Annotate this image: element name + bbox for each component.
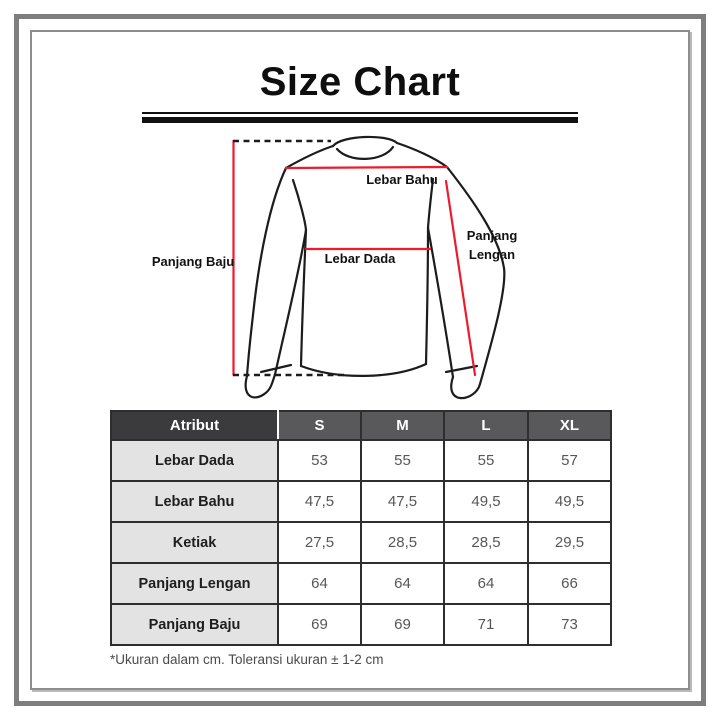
- cell-value: 49,5: [444, 481, 528, 522]
- cell-value: 27,5: [278, 522, 361, 563]
- lebar-bahu-line: [286, 167, 447, 168]
- header-size-l: L: [444, 411, 528, 440]
- row-label: Ketiak: [111, 522, 278, 563]
- page-title: Size Chart: [259, 60, 461, 104]
- table-row-lebar-bahu: [111, 481, 611, 522]
- left-cuff: [246, 370, 276, 397]
- row-label: Lebar Dada: [111, 440, 278, 481]
- row-label: Panjang Lengan: [111, 563, 278, 604]
- size-table: [110, 410, 612, 646]
- cell-value: 28,5: [444, 522, 528, 563]
- right-cuff: [451, 377, 480, 398]
- title-divider-thick-line: [142, 117, 578, 123]
- header-size-m: M: [361, 411, 444, 440]
- cell-value: 64: [444, 563, 528, 604]
- header-size-s: S: [278, 411, 361, 440]
- cell-value: 71: [444, 604, 528, 645]
- cell-value: 64: [361, 563, 444, 604]
- cell-value: 64: [278, 563, 361, 604]
- table-row-panjang-baju: [111, 604, 611, 645]
- shirt-diagram: [160, 126, 550, 416]
- table-header-row: [111, 411, 611, 440]
- cell-value: 29,5: [528, 522, 611, 563]
- cell-value: 47,5: [361, 481, 444, 522]
- label-lebar-dada: Lebar Dada: [324, 251, 396, 266]
- cell-value: 69: [278, 604, 361, 645]
- cell-value: 66: [528, 563, 611, 604]
- left-armpit-seam: [293, 180, 306, 230]
- cell-value: 55: [444, 440, 528, 481]
- cell-value: 55: [361, 440, 444, 481]
- title-divider: [142, 112, 578, 123]
- row-label: Panjang Baju: [111, 604, 278, 645]
- row-label: Lebar Bahu: [111, 481, 278, 522]
- cell-value: 53: [278, 440, 361, 481]
- label-lebar-bahu: Lebar Bahu: [366, 172, 438, 187]
- header-size-xl: XL: [528, 411, 611, 440]
- cell-value: 49,5: [528, 481, 611, 522]
- label-panjang-baju: Panjang Baju: [151, 254, 235, 269]
- collar-inner-curve: [337, 147, 393, 159]
- cell-value: 57: [528, 440, 611, 481]
- panjang-lengan-line: [446, 181, 475, 375]
- table-row-lebar-dada: [111, 440, 611, 481]
- footnote-tolerance-note: *Ukuran dalam cm. Toleransi ukuran ± 1-2 cm: [110, 652, 384, 667]
- cell-value: 69: [361, 604, 444, 645]
- collar-outer-curve: [333, 137, 397, 146]
- table-row-ketiak: [111, 522, 611, 563]
- label-panjang-lengan: Panjang Lengan: [466, 228, 518, 262]
- cell-value: 47,5: [278, 481, 361, 522]
- table-row-panjang-lengan: [111, 563, 611, 604]
- cell-value: 28,5: [361, 522, 444, 563]
- cell-value: 73: [528, 604, 611, 645]
- header-atribut: Atribut: [111, 411, 278, 440]
